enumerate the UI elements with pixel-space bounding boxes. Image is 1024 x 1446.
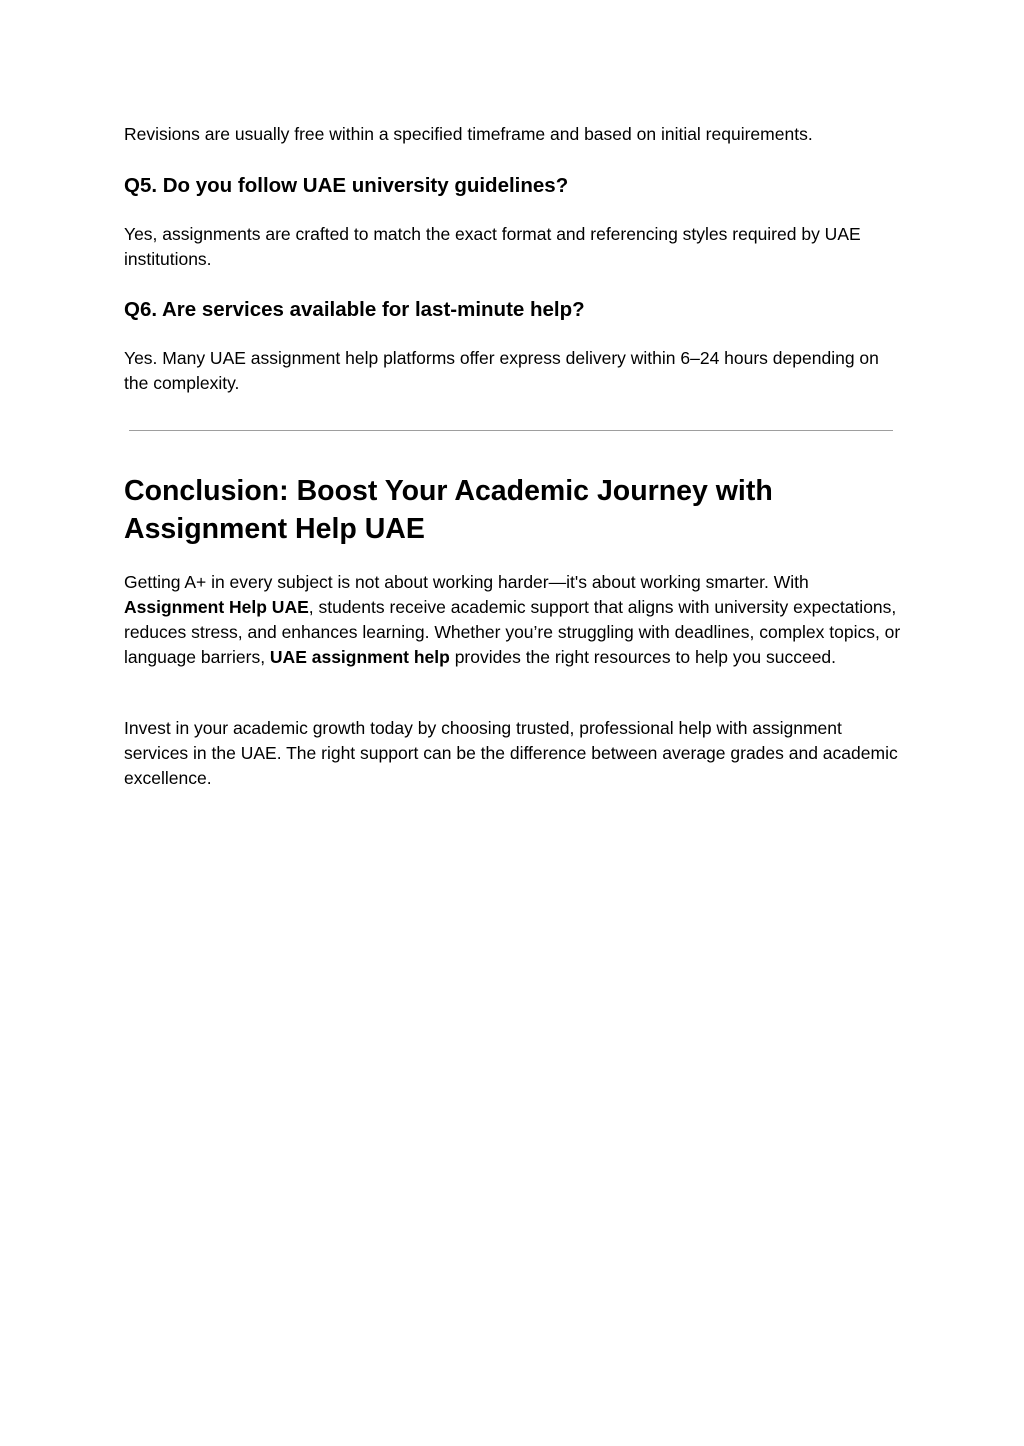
conclusion-p1-text-1: Getting A+ in every subject is not about working harder—it's about working smarter. With — [124, 572, 809, 592]
conclusion-paragraph-1 — [124, 570, 904, 670]
q4-answer: Revisions are usually free within a specified timeframe and based on initial requirements. — [124, 124, 813, 144]
conclusion-p1-bold-2: UAE assignment help — [269, 647, 450, 667]
q5-answer: Yes, assignments are crafted to match the exact format and referencing styles required by UAE institutions. — [124, 224, 861, 269]
conclusion-paragraph-2: Invest in your academic growth today by choosing trusted, professional help with assignment services in the UAE. The right support can be the difference between average grades and academic excellence. — [124, 718, 898, 788]
horizontal-divider — [129, 430, 893, 431]
q6-heading: Q6. Are services available for last-minute help? — [124, 298, 585, 321]
conclusion-heading: Conclusion: Boost Your Academic Journey with Assignment Help UAE — [124, 475, 773, 545]
q5-heading: Q5. Do you follow UAE university guidelines? — [124, 174, 569, 197]
conclusion-p1-text-2: , students receive academic support that aligns with university expectations, reduces stress, and enhances learning. Whether you’re struggling with deadlines, complex topics, or language barriers, — [124, 597, 901, 667]
conclusion-p1-bold-1: Assignment Help UAE — [124, 597, 309, 617]
conclusion-p1-text-3: provides the right resources to help you succeed. — [449, 647, 837, 667]
q6-answer: Yes. Many UAE assignment help platforms offer express delivery within 6–24 hours depending on the complexity. — [124, 348, 879, 393]
